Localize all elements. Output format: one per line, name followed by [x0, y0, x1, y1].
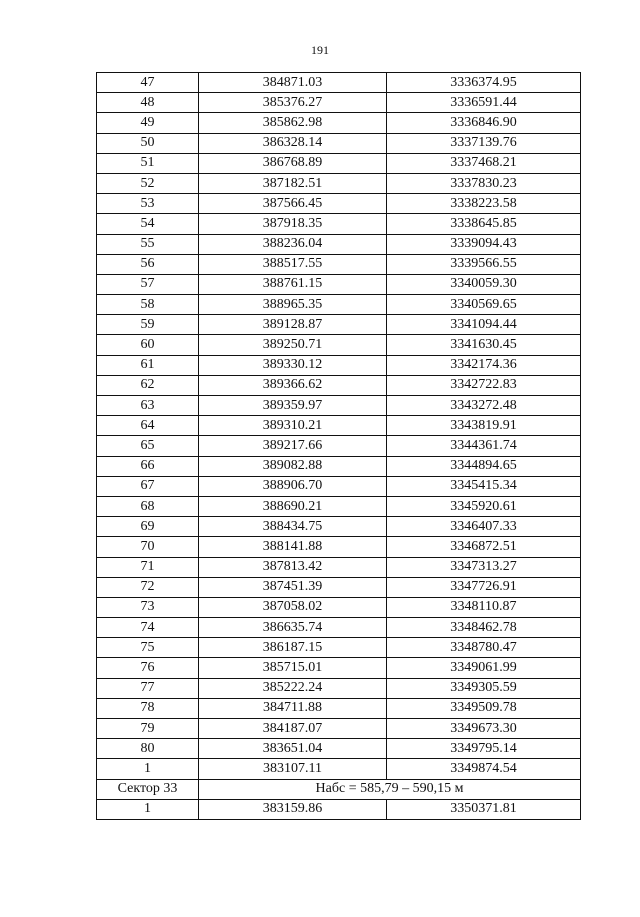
y-coordinate-cell: 3349673.30 — [387, 719, 581, 739]
x-coordinate-cell: 388761.15 — [199, 274, 387, 294]
y-coordinate-cell: 3348110.87 — [387, 597, 581, 617]
table-row — [97, 476, 581, 496]
point-number-cell: 62 — [97, 375, 199, 395]
y-coordinate-cell: 3342174.36 — [387, 355, 581, 375]
x-coordinate-cell: 386635.74 — [199, 618, 387, 638]
point-number-cell: 54 — [97, 214, 199, 234]
x-coordinate-cell: 386187.15 — [199, 638, 387, 658]
y-coordinate-cell: 3340059.30 — [387, 274, 581, 294]
y-coordinate-cell: 3347726.91 — [387, 577, 581, 597]
x-coordinate-cell: 386768.89 — [199, 153, 387, 173]
x-coordinate-cell: 388434.75 — [199, 517, 387, 537]
point-number-cell: 57 — [97, 274, 199, 294]
y-coordinate-cell: 3340569.65 — [387, 295, 581, 315]
table-row — [97, 274, 581, 294]
y-coordinate-cell: 3343819.91 — [387, 416, 581, 436]
y-coordinate-cell: 3348780.47 — [387, 638, 581, 658]
sector-label: Сектор 33 — [97, 779, 199, 799]
y-coordinate-cell: 3343272.48 — [387, 396, 581, 416]
x-coordinate-cell: 389310.21 — [199, 416, 387, 436]
table-row — [97, 113, 581, 133]
x-coordinate-cell: 384711.88 — [199, 698, 387, 718]
x-coordinate-cell: 388906.70 — [199, 476, 387, 496]
table-row — [97, 133, 581, 153]
x-coordinate-cell: 389359.97 — [199, 396, 387, 416]
y-coordinate-cell: 3341630.45 — [387, 335, 581, 355]
y-coordinate-cell: 3349509.78 — [387, 698, 581, 718]
table-row — [97, 719, 581, 739]
x-coordinate-cell: 385222.24 — [199, 678, 387, 698]
y-coordinate-cell: 3339566.55 — [387, 254, 581, 274]
point-number-cell: 68 — [97, 496, 199, 516]
table-row — [97, 759, 581, 779]
point-number-cell: 48 — [97, 93, 199, 113]
y-coordinate-cell: 3350371.81 — [387, 799, 581, 819]
x-coordinate-cell: 388236.04 — [199, 234, 387, 254]
x-coordinate-cell: 389217.66 — [199, 436, 387, 456]
point-number-cell: 80 — [97, 739, 199, 759]
point-number-cell: 53 — [97, 194, 199, 214]
point-number-cell: 52 — [97, 173, 199, 193]
point-number-cell: 55 — [97, 234, 199, 254]
sector-header-row — [97, 779, 581, 799]
point-number-cell: 58 — [97, 295, 199, 315]
table-row — [97, 396, 581, 416]
y-coordinate-cell: 3346872.51 — [387, 537, 581, 557]
point-number-cell: 50 — [97, 133, 199, 153]
y-coordinate-cell: 3349795.14 — [387, 739, 581, 759]
point-number-cell: 67 — [97, 476, 199, 496]
point-number-cell: 79 — [97, 719, 199, 739]
y-coordinate-cell: 3338223.58 — [387, 194, 581, 214]
table-row — [97, 799, 581, 819]
table-row — [97, 355, 581, 375]
y-coordinate-cell: 3336374.95 — [387, 73, 581, 93]
table-row — [97, 315, 581, 335]
coordinates-table-body — [97, 73, 581, 820]
y-coordinate-cell: 3341094.44 — [387, 315, 581, 335]
x-coordinate-cell: 388965.35 — [199, 295, 387, 315]
point-number-cell: 51 — [97, 153, 199, 173]
x-coordinate-cell: 388517.55 — [199, 254, 387, 274]
table-row — [97, 698, 581, 718]
point-number-cell: 60 — [97, 335, 199, 355]
table-row — [97, 739, 581, 759]
point-number-cell: 1 — [97, 759, 199, 779]
table-row — [97, 335, 581, 355]
table-row — [97, 153, 581, 173]
y-coordinate-cell: 3344894.65 — [387, 456, 581, 476]
x-coordinate-cell: 389330.12 — [199, 355, 387, 375]
x-coordinate-cell: 387813.42 — [199, 557, 387, 577]
x-coordinate-cell: 389366.62 — [199, 375, 387, 395]
x-coordinate-cell: 386328.14 — [199, 133, 387, 153]
x-coordinate-cell: 387058.02 — [199, 597, 387, 617]
x-coordinate-cell: 388690.21 — [199, 496, 387, 516]
point-number-cell: 72 — [97, 577, 199, 597]
y-coordinate-cell: 3347313.27 — [387, 557, 581, 577]
y-coordinate-cell: 3348462.78 — [387, 618, 581, 638]
y-coordinate-cell: 3349305.59 — [387, 678, 581, 698]
table-row — [97, 597, 581, 617]
y-coordinate-cell: 3337830.23 — [387, 173, 581, 193]
point-number-cell: 70 — [97, 537, 199, 557]
table-row — [97, 254, 581, 274]
y-coordinate-cell: 3342722.83 — [387, 375, 581, 395]
table-row — [97, 173, 581, 193]
x-coordinate-cell: 388141.88 — [199, 537, 387, 557]
sector-height-range: Набс = 585,79 – 590,15 м — [199, 779, 581, 799]
point-number-cell: 56 — [97, 254, 199, 274]
y-coordinate-cell: 3345415.34 — [387, 476, 581, 496]
point-number-cell: 71 — [97, 557, 199, 577]
y-coordinate-cell: 3349061.99 — [387, 658, 581, 678]
y-coordinate-cell: 3338645.85 — [387, 214, 581, 234]
x-coordinate-cell: 387918.35 — [199, 214, 387, 234]
point-number-cell: 61 — [97, 355, 199, 375]
table-row — [97, 537, 581, 557]
table-row — [97, 456, 581, 476]
x-coordinate-cell: 385715.01 — [199, 658, 387, 678]
point-number-cell: 59 — [97, 315, 199, 335]
table-row — [97, 194, 581, 214]
point-number-cell: 66 — [97, 456, 199, 476]
point-number-cell: 49 — [97, 113, 199, 133]
y-coordinate-cell: 3346407.33 — [387, 517, 581, 537]
page-number: 191 — [311, 43, 329, 57]
point-number-cell: 69 — [97, 517, 199, 537]
x-coordinate-cell: 383107.11 — [199, 759, 387, 779]
point-number-cell: 75 — [97, 638, 199, 658]
table-row — [97, 577, 581, 597]
point-number-cell: 74 — [97, 618, 199, 638]
point-number-cell: 63 — [97, 396, 199, 416]
table-row — [97, 658, 581, 678]
y-coordinate-cell: 3336591.44 — [387, 93, 581, 113]
x-coordinate-cell: 384187.07 — [199, 719, 387, 739]
x-coordinate-cell: 384871.03 — [199, 73, 387, 93]
table-row — [97, 436, 581, 456]
x-coordinate-cell: 389250.71 — [199, 335, 387, 355]
y-coordinate-cell: 3336846.90 — [387, 113, 581, 133]
table-row — [97, 234, 581, 254]
x-coordinate-cell: 385862.98 — [199, 113, 387, 133]
x-coordinate-cell: 389128.87 — [199, 315, 387, 335]
point-number-cell: 47 — [97, 73, 199, 93]
y-coordinate-cell: 3337468.21 — [387, 153, 581, 173]
y-coordinate-cell: 3345920.61 — [387, 496, 581, 516]
table-row — [97, 295, 581, 315]
table-row — [97, 638, 581, 658]
point-number-cell: 73 — [97, 597, 199, 617]
table-row — [97, 496, 581, 516]
x-coordinate-cell: 387566.45 — [199, 194, 387, 214]
table-row — [97, 618, 581, 638]
y-coordinate-cell: 3349874.54 — [387, 759, 581, 779]
y-coordinate-cell: 3339094.43 — [387, 234, 581, 254]
x-coordinate-cell: 383651.04 — [199, 739, 387, 759]
coordinates-table — [96, 72, 581, 820]
table-row — [97, 214, 581, 234]
y-coordinate-cell: 3337139.76 — [387, 133, 581, 153]
table-row — [97, 375, 581, 395]
point-number-cell: 1 — [97, 799, 199, 819]
point-number-cell: 77 — [97, 678, 199, 698]
x-coordinate-cell: 385376.27 — [199, 93, 387, 113]
table-row — [97, 73, 581, 93]
point-number-cell: 78 — [97, 698, 199, 718]
point-number-cell: 76 — [97, 658, 199, 678]
point-number-cell: 64 — [97, 416, 199, 436]
y-coordinate-cell: 3344361.74 — [387, 436, 581, 456]
table-row — [97, 557, 581, 577]
table-row — [97, 678, 581, 698]
x-coordinate-cell: 383159.86 — [199, 799, 387, 819]
x-coordinate-cell: 387451.39 — [199, 577, 387, 597]
table-row — [97, 93, 581, 113]
x-coordinate-cell: 387182.51 — [199, 173, 387, 193]
table-row — [97, 517, 581, 537]
table-row — [97, 416, 581, 436]
point-number-cell: 65 — [97, 436, 199, 456]
x-coordinate-cell: 389082.88 — [199, 456, 387, 476]
